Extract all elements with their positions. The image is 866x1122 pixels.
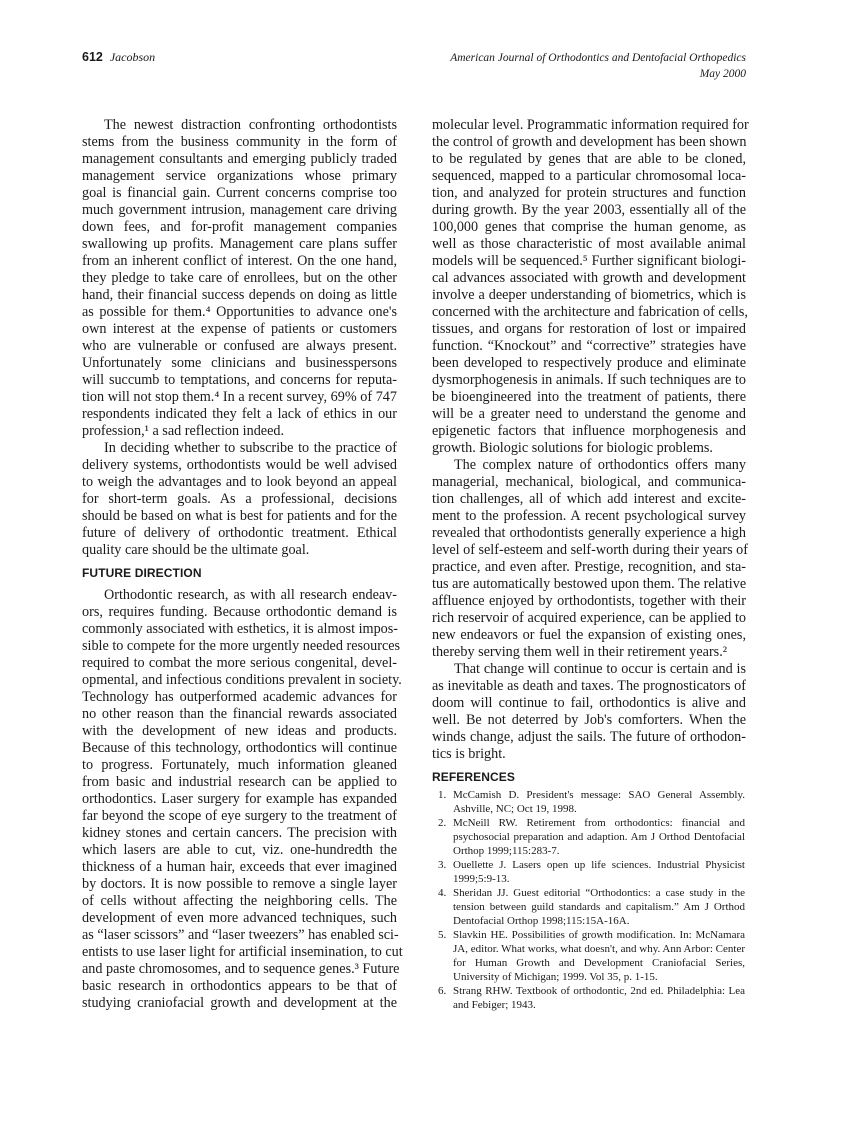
text-line: delivery systems, orthodontists would be well advised — [82, 457, 397, 473]
reference-text: Ouellette J. Lasers open up life sciences. Industrial Physicist 1999;5:9-13. — [453, 859, 745, 885]
reference-number: 2. — [438, 817, 447, 829]
reference-item — [432, 886, 745, 928]
text-line: should be based on what is best for patients and for the — [82, 508, 397, 524]
text-line: kidney stones and certain cancers. The precision with — [82, 825, 397, 841]
paragraph — [432, 661, 746, 763]
body-text-section — [82, 117, 397, 559]
text-line: tissues, and organs for restoration of lost or impaired — [432, 321, 746, 337]
text-line: dysmorphogenesis in animals. If such techniques are to — [432, 372, 746, 388]
text-line: opmental, and infectious conditions prevalent in society. — [82, 672, 402, 688]
section-heading: FUTURE DIRECTION — [82, 566, 202, 580]
reference-number: 1. — [438, 789, 447, 801]
text-line: function. “Knockout” and “corrective” strategies have — [432, 338, 746, 354]
text-line: epigenetic factors that influence morphogenesis and — [432, 423, 746, 439]
running-header-right — [450, 50, 746, 82]
running-header-left — [82, 50, 155, 65]
right-column — [432, 117, 749, 1012]
paragraph — [82, 587, 403, 1012]
reference-item — [432, 788, 745, 816]
text-line: of cells without affecting the neighboring cells. The — [82, 893, 397, 909]
text-line: ment to the profession. A recent psychological survey — [432, 508, 746, 524]
references-heading: REFERENCES — [432, 770, 516, 784]
text-line: during growth. By the year 2003, essentially all of the — [432, 202, 746, 218]
text-line: rich reservoir of acquired experience, can be applied to — [432, 610, 746, 626]
text-line: development of even more advanced techniques, such — [82, 910, 397, 926]
reference-text: Strang RHW. Textbook of orthodontic, 2nd ed. Philadelphia: Lea and Febiger; 1943. — [453, 985, 745, 1011]
text-line: as inevitable as death and taxes. The prognosticators of — [432, 678, 746, 694]
text-line: respondents indicated they felt a lack of ethics in our — [82, 406, 397, 422]
reference-text: Slavkin HE. Possibilities of growth modification. In: McNamara JA, editor. What works, what doesn't, and why. Ann Arbor: Center for Human Growth and Development Craniofacial Series, University of Michigan; 1999. Vol 35, p. 1-15. — [453, 929, 745, 983]
text-line: managerial, mechanical, biological, and communica- — [432, 474, 746, 490]
text-line: entists to use laser light for artificial insemination, to cut — [82, 944, 403, 960]
text-line: much government intrusion, management care driving — [82, 202, 397, 218]
reference-list — [432, 788, 746, 1012]
text-line: quality care should be the ultimate goal. — [82, 542, 310, 558]
text-line: revealed that orthodontists generally experience a high — [432, 525, 746, 541]
reference-text: Sheridan JJ. Guest editorial “Orthodontics: a case study in the tension between guild standards and capitalism.” Am J Orthod Dentofacial Orthop 1998;115:15A-16A. — [453, 887, 745, 927]
text-line: well. Be not deterred by Job's comforters. When the — [432, 712, 746, 728]
paragraph — [82, 117, 397, 440]
text-line: well as those characteristic of most available animal — [432, 236, 746, 252]
paragraph — [432, 117, 749, 457]
text-line: level of self-esteem and self-worth during their years of — [432, 542, 748, 558]
text-line: from basic and industrial research can be applied to — [82, 774, 397, 790]
text-line: which lasers are able to cut, viz. one-hundredth the — [82, 842, 397, 858]
text-line: orthodontics. Laser surgery for example has expanded — [82, 791, 397, 807]
text-line: 100,000 genes that comprise the human genome, as — [432, 219, 746, 235]
text-line: to be regulated by genes that are able to be cloned, — [432, 151, 746, 167]
page-number: 612 — [82, 50, 103, 64]
reference-number: 3. — [438, 859, 447, 871]
body-text-section — [432, 117, 749, 763]
reference-item — [432, 928, 745, 984]
text-line: to weigh the advantages and to look beyond an appeal — [82, 474, 397, 490]
issue-date: May 2000 — [699, 68, 746, 80]
text-line: will succumb to temptations, and concerns for reputa- — [82, 372, 397, 388]
text-line: and paste chromosomes, and to sequence genes.³ Future — [82, 961, 400, 977]
reference-item — [432, 816, 745, 858]
text-line: they pledge to take care of enrollees, but on the other — [82, 270, 397, 286]
text-line: required to combat the more serious congenital, devel- — [82, 655, 397, 671]
text-line: The newest distraction confronting orthodontists — [104, 117, 397, 133]
text-line: tion will not stop them.⁴ In a recent survey, 69% of 747 — [82, 389, 397, 405]
text-line: swallowing up profits. Management care plans suffer — [82, 236, 397, 252]
text-line: tus are automatically bestowed upon them. The relative — [432, 576, 747, 592]
text-line: ors, requires funding. Because orthodontic demand is — [82, 604, 397, 620]
text-line: who are vulnerable or confused are always present. — [82, 338, 397, 354]
reference-item — [432, 984, 745, 1012]
text-line: tion challenges, all of which add interest and excite- — [432, 491, 746, 507]
text-line: concerned with the architecture and fabrication of cells, — [432, 304, 748, 320]
text-line: models will be sequenced.⁵ Further significant biologi- — [432, 253, 746, 269]
text-line: management service organizations whose primary — [82, 168, 397, 184]
text-line: the control of growth and development has been shown — [432, 134, 747, 150]
text-line: hand, their financial success depends on doing as little — [82, 287, 397, 303]
text-line: new endeavors or fuel the expansion of existing ones, — [432, 627, 746, 643]
text-line: involve a deeper understanding of biometrics, which is — [432, 287, 746, 303]
text-line: management consultants and emerging publicly traded — [82, 151, 397, 167]
reference-number: 4. — [438, 887, 447, 899]
text-line: tics is bright. — [432, 746, 506, 762]
text-line: far beyond the scope of eye surgery to the treatment of — [82, 808, 397, 824]
text-line: to progress. Fortunately, much information gleaned — [82, 757, 397, 773]
reference-text: McNeill RW. Retirement from orthodontics: financial and psychosocial preparation and adaption. Am J Orthod Dentofacial Orthop 1999;115:283-7. — [453, 817, 745, 857]
reference-number: 5. — [438, 929, 447, 941]
text-line: by doctors. It is now possible to remove a single layer — [82, 876, 397, 892]
text-line: will be a greater need to understand the genome and — [432, 406, 746, 422]
text-line: Unfortunately some clinicians and businesspersons — [82, 355, 397, 371]
reference-text: McCamish D. President's message: SAO General Assembly. Ashville, NC; Oct 19, 1998. — [453, 789, 745, 815]
text-line: sible to compete for the more urgently needed resources — [82, 638, 401, 654]
text-line: as “laser scissors” and “laser tweezers” has enabled sci- — [82, 927, 399, 943]
journal-title: American Journal of Orthodontics and Dentofacial Orthopedics — [450, 52, 746, 64]
text-line: no other reason than the financial rewards associated — [82, 706, 397, 722]
text-line: affluence enjoyed by orthodontists, together with their — [432, 593, 746, 609]
text-line: with the development of new ideas and products. — [82, 723, 397, 739]
text-line: own interest at the expense of patients or customers — [82, 321, 397, 337]
text-line: stems from the business community in the form of — [82, 134, 397, 150]
text-line: goal is financial gain. Current concerns comprise too — [82, 185, 397, 201]
text-line: practice, and even after. Prestige, recognition, and sta- — [432, 559, 746, 575]
body-text-section — [82, 587, 403, 1012]
text-line: Because of this technology, orthodontics will continue — [82, 740, 397, 756]
left-column — [82, 117, 403, 1012]
text-line: growth. Biologic solutions for biologic problems. — [432, 440, 713, 456]
text-line: sequenced, mapped to a particular chromosomal loca- — [432, 168, 746, 184]
author-name: Jacobson — [109, 50, 156, 64]
text-line: Orthodontic research, as with all research endeav- — [104, 587, 397, 603]
text-line: Technology has outperformed academic advances for — [82, 689, 397, 705]
reference-item — [432, 858, 745, 886]
text-line: That change will continue to occur is certain and is — [454, 661, 746, 677]
text-line: thickness of a human hair, exceeds that ever imagined — [82, 859, 397, 875]
text-line: The complex nature of orthodontics offers many — [454, 457, 746, 473]
text-line: down fees, and for-profit management companies — [82, 219, 397, 235]
text-line: be bioengineered into the treatment of patients, there — [432, 389, 746, 405]
text-line: from an inherent conflict of interest. On the one hand, — [82, 253, 397, 269]
text-line: winds change, adjust the sails. The future of orthodon- — [432, 729, 746, 745]
text-line: studying craniofacial growth and development at the — [82, 995, 397, 1011]
text-line: molecular level. Programmatic information required for — [432, 117, 749, 133]
text-line: for short-term goals. As a professional, decisions — [82, 491, 397, 507]
text-line: future of delivery of orthodontic treatment. Ethical — [82, 525, 397, 541]
text-line: basic research in orthodontics appears to be that of — [82, 978, 397, 994]
text-line: doom will continue to fail, orthodontics is alive and — [432, 695, 746, 711]
text-line: cal advances associated with growth and development — [432, 270, 746, 286]
reference-number: 6. — [438, 985, 447, 997]
text-line: In deciding whether to subscribe to the practice of — [104, 440, 397, 456]
text-line: been developed to respectively produce and eliminate — [432, 355, 746, 371]
text-line: profession,¹ a sad reflection indeed. — [82, 423, 285, 439]
text-line: thereby serving them well in their retirement years.² — [432, 644, 727, 660]
paragraph — [432, 457, 746, 661]
text-line: as possible for them.⁴ Opportunities to advance one's — [82, 304, 397, 320]
text-line: commonly associated with esthetics, it is almost impos- — [82, 621, 399, 637]
text-line: tion, and analyzed for protein structures and function — [432, 185, 746, 201]
paragraph — [82, 440, 397, 559]
